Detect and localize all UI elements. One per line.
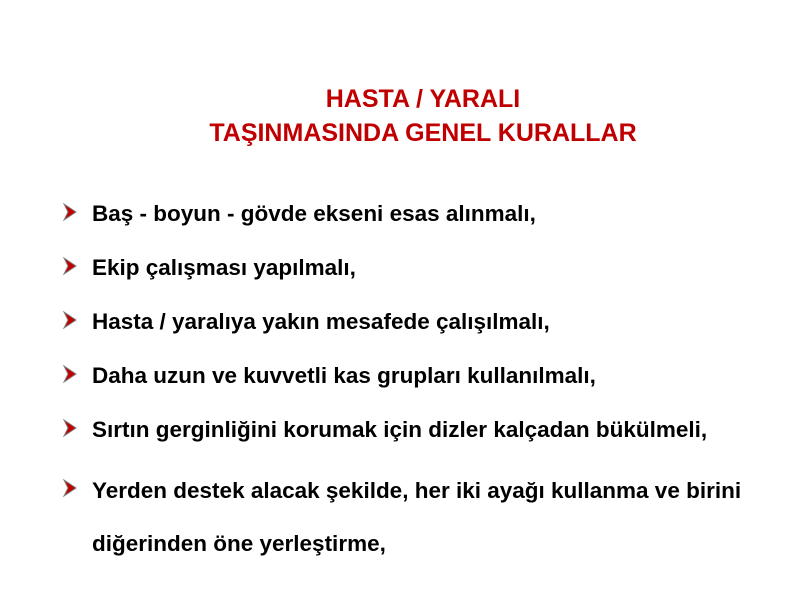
bullet-list-item	[60, 404, 780, 455]
arrow-bullet-icon	[63, 478, 77, 498]
bullet-list-item	[60, 194, 780, 233]
slide-title-line-2: TAŞINMASINDA GENEL KURALLAR	[209, 119, 637, 147]
arrow-bullet-icon	[63, 364, 77, 384]
bullet-list	[60, 194, 780, 585]
slide-title-line-1: HASTA / YARALI	[325, 85, 521, 113]
bullet-list-item	[60, 356, 780, 395]
arrow-bullet-icon	[63, 310, 77, 330]
bullet-list-item	[60, 464, 780, 570]
bullet-text: Sırtın gerginliğini korumak için dizler kalçadan bükülmeli,	[92, 417, 708, 442]
bullet-text: Hasta / yaralıya yakın mesafede çalışılmalı,	[92, 309, 550, 334]
bullet-text: Yerden destek alacak şekilde, her iki ayağı kullanma ve birini diğerinden öne yerleştirme,	[92, 478, 742, 556]
slide-title	[0, 82, 800, 150]
bullet-list-item	[60, 248, 780, 287]
bullet-text: Baş - boyun - gövde ekseni esas alınmalı,	[92, 201, 536, 226]
arrow-bullet-icon	[63, 202, 77, 222]
bullet-list-item	[60, 302, 780, 341]
bullet-text: Ekip çalışması yapılmalı,	[92, 255, 356, 280]
bullet-text: Daha uzun ve kuvvetli kas grupları kullanılmalı,	[92, 363, 596, 388]
arrow-bullet-icon	[63, 256, 77, 276]
arrow-bullet-icon	[63, 418, 77, 438]
